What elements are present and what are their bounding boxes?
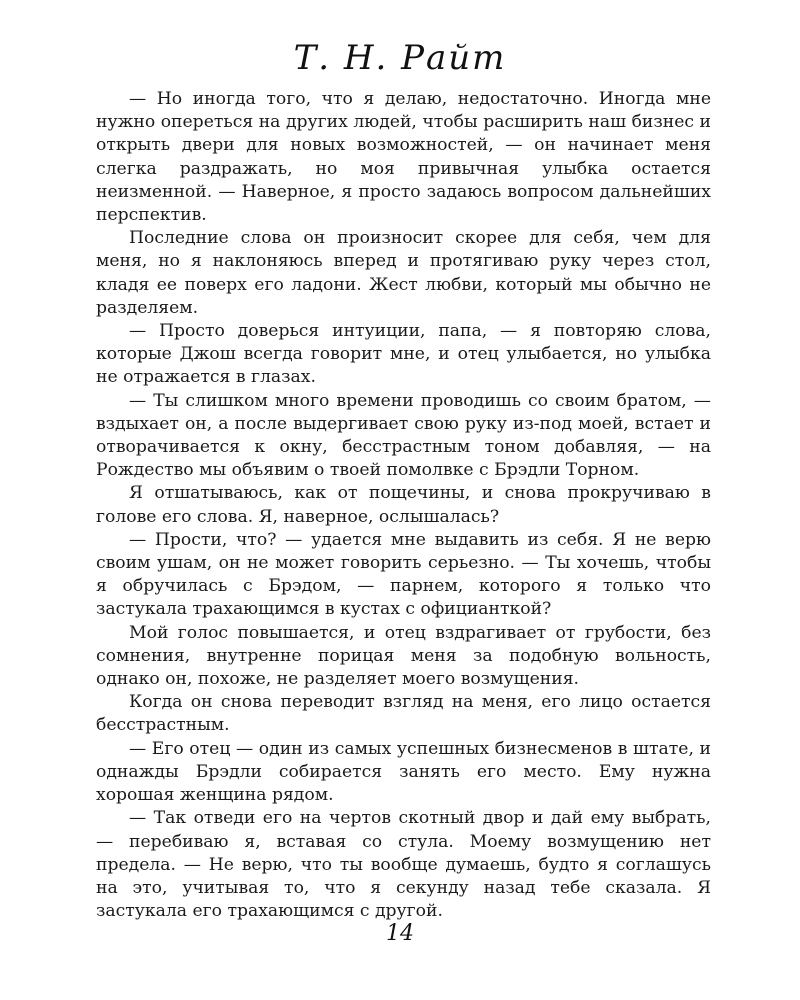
page-number: 14	[386, 921, 414, 946]
paragraph: — Ты слишком много времени проводишь со своим братом, — вздыхает он, а после выдергивает свою руку из-под моей, встает и отворачивается к окну, бесстрастным тоном добавляя, — на Рождество мы объявим о твоей помолвке с Брэдли Торном.	[96, 390, 711, 481]
paragraph: Я отшатываюсь, как от пощечины, и снова прокручиваю в голове его слова. Я, наверное, ослышалась?	[96, 483, 711, 527]
body-text	[96, 88, 711, 923]
paragraph: Когда он снова переводит взгляд на меня, его лицо остается бесстрастным.	[96, 692, 711, 736]
paragraph: — Так отведи его на чертов скотный двор и дай ему выбрать, — перебиваю я, вставая со стула. Моему возмущению нет предела. — Не верю, что ты вообще думаешь, будто я соглашусь на это, учитывая то, что я секунду назад тебе сказала. Я застукала его трахающимся с другой.	[96, 808, 711, 922]
running-head: Т. Н. Райт	[293, 38, 507, 78]
paragraph: — Прости, что? — удается мне выдавить из себя. Я не верю своим ушам, он не может говорить серьезно. — Ты хочешь, чтобы я обручилась с Брэдом, — парнем, которого я только что застукала трахающимся в кустах с официанткой?	[96, 529, 711, 620]
paragraph: Последние слова он произносит скорее для себя, чем для меня, но я наклоняюсь вперед и протягиваю руку через стол, кладя ее поверх его ладони. Жест любви, который мы обычно не разделяем.	[96, 228, 711, 318]
paragraph: — Но иногда того, что я делаю, недостаточно. Иногда мне нужно опереться на других людей, чтобы расширить наш бизнес и открыть двери для новых возможностей, — он начинает меня слегка раздражать, но моя привычная улыбка остается неизменной. — Наверное, я просто задаюсь вопросом дальнейших перспектив.	[96, 89, 711, 226]
paragraph: — Его отец — один из самых успешных бизнесменов в штате, и однажды Брэдли собирается занять его место. Ему нужна хорошая женщина рядом.	[96, 738, 711, 806]
paragraph: Мой голос повышается, и отец вздрагивает от грубости, без сомнения, внутренне порицая меня за подобную вольность, однако он, похоже, не разделяет моего возмущения.	[96, 622, 711, 690]
paragraph: — Просто доверься интуиции, папа, — я повторяю слова, которые Джош всегда говорит мне, и отец улыбается, но улыбка не отражается в глазах.	[96, 321, 711, 388]
